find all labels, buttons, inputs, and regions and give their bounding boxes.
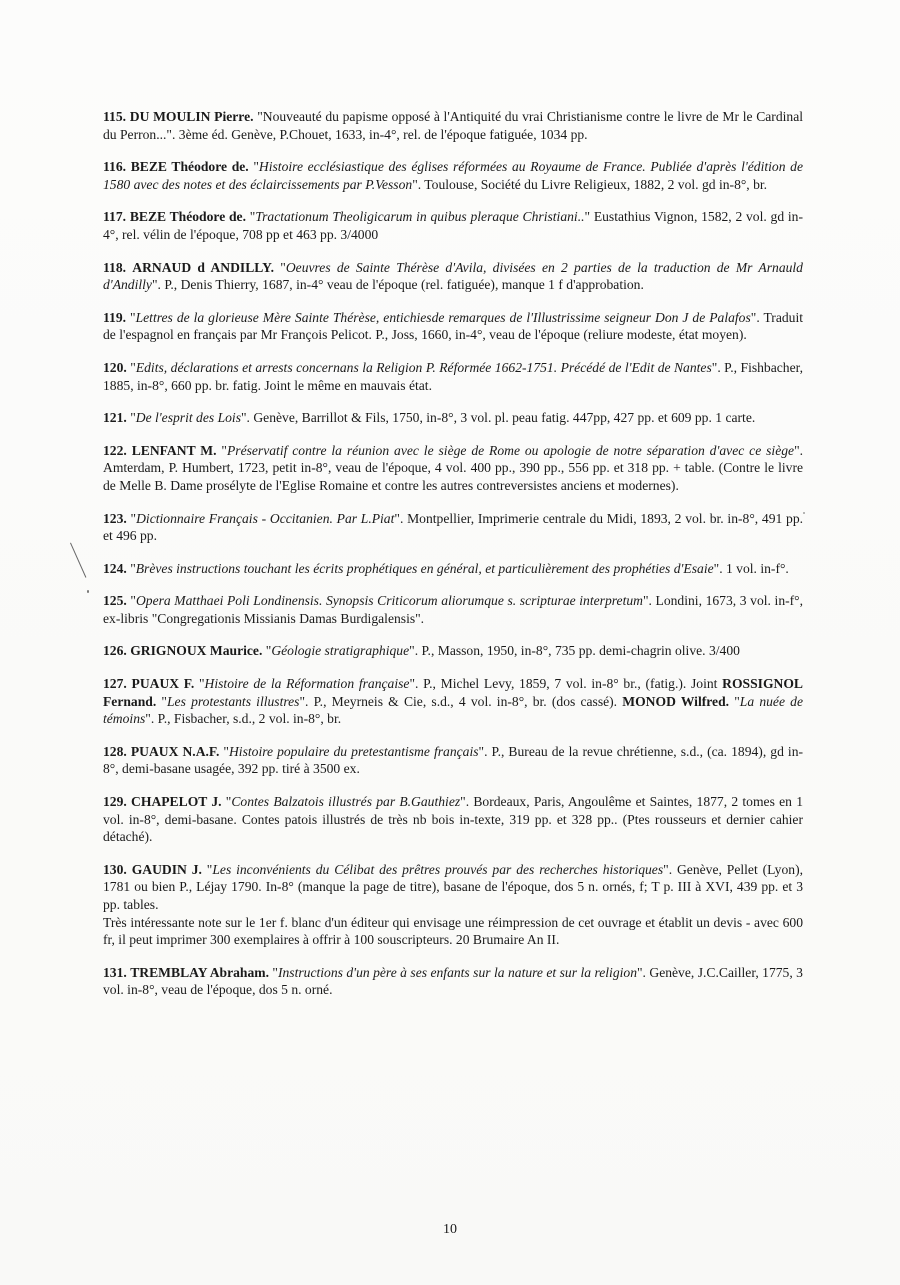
entry-text: " [221,794,232,810]
entry-text: ". Londini, 1673, 3 vol. in-f°, ex-libris "Congregationis Missianis Damas Burdigalensis". [103,593,804,626]
entry-author: GRIGNOUX Maurice. [130,643,263,659]
entry-text: ". Genève, J.C.Cailler, 1775, 3 vol. in-8°, veau de l'époque, dos 5 n. orné. [103,964,803,998]
catalogue-entries [103,108,803,1014]
entry-title: Les protestants illustres [167,693,300,709]
entry-text: " [245,209,256,225]
entry-text: ". Montpellier, Imprimerie centrale du Midi, 1893, 2 vol. br. in-8°, 491 pp. et 496 pp. [103,510,804,544]
entry-text: " [219,743,229,759]
entry-text: ". Amterdam, P. Humbert, 1723, petit in-8°, veau de l'époque, 4 vol. 400 pp., 390 pp., 556 pp. et 318 pp. + table. (Contre le livre de Melle B. Dame prosélyte de l'Eglise Romaine et contre les autres contreversistes anciens et modernes). [103,442,804,493]
entry-text: ". P., Fisbacher, s.d., 2 vol. in-8°, br. [145,711,342,727]
pen-dot [87,590,89,593]
entry-text: " [729,693,740,709]
entry-number: 123. [103,510,127,526]
entry-title: De l'esprit des Lois [135,410,241,426]
entry-text: ". P., Bureau de la revue chrétienne, s.d., (ca. 1894), gd in-8°, demi-basane usagée, 392 pp. tiré à 3500 ex. [103,743,804,777]
entry-text: Très intéressante note sur le 1er f. blanc d'un éditeur qui envisage une réimpression de cet ouvrage et établit un devis - avec 600 fr, il peut imprimer 300 exemplaires à offrir à 100 souscripteurs. 20 Brumaire An II. [103,914,803,948]
entry-text: " [126,359,136,375]
catalogue-entry [103,675,803,728]
entry-text: " [262,643,272,659]
entry-number: 130. [103,861,127,877]
entry-text: ". P., Meyrneis & Cie, s.d., 4 vol. in-8°, br. (dos cassé). [299,693,623,709]
entry-author: PUAUX N.A.F. [130,743,220,759]
entry-text: ". Toulouse, Société du Livre Religieux, 1882, 2 vol. gd in-8°, br. [412,176,768,192]
entry-number: 115. [103,109,127,124]
catalogue-entry [103,510,803,545]
page-number: 10 [443,1222,457,1237]
entry-text: ". Bordeaux, Paris, Angoulême et Saintes, 1877, 2 tomes en 1 vol. in-8°, demi-basane. Contes patois illustrés de très nb bois in-texte, 319 pp. et 328 pp.. (Ptes rousseurs et dernier cahier détaché). [103,794,803,845]
entry-title: Les inconvénients du Célibat des prêtres prouvés par des recherches historiques [212,861,664,877]
entry-title: La nuée de témoins [103,693,804,727]
catalogue-entry [103,560,803,578]
entry-author: BEZE Théodore de. [129,209,246,225]
entry-author: DU MOULIN Pierre. [129,109,254,124]
entry-title: Lettres de la glorieuse Mère Sainte Thérèse, entichiesde remarques de l'Illustrissime seigneur Don J de Palafos [135,309,751,325]
catalogue-entry [103,158,803,193]
entry-text: " [216,442,227,458]
entry-text: ". Genève, Barrillot & Fils, 1750, in-8°, 3 vol. pl. peau fatig. 447pp, 427 pp. et 609 pp. 1 carte. [241,410,756,426]
entry-title: Edits, déclarations et arrests concernans la Religion P. Réformée 1662-1751. Précédé de l'Edit de Nantes [135,359,712,375]
entry-author: GAUDIN J. [131,861,202,877]
entry-title: Histoire populaire du pretestantisme français [228,743,479,759]
entry-author: ROSSIGNOL Fernand. [103,676,803,709]
entry-text: " [126,510,137,526]
entry-author: BEZE Théodore de. [130,159,249,175]
entry-number: 125. [103,593,127,609]
entry-title: Géologie stratigraphique [271,643,410,659]
entry-number: 120. [103,359,127,375]
entry-text: " [126,309,136,325]
entry-text: ". Traduit de l'espagnol en français par Mr François Pelicot. P., Joss, 1660, in-4°, veau de l'époque (reliure modeste, état moyen). [103,309,803,343]
entry-author: LENFANT M. [131,442,217,458]
entry-text: ". P., Fishbacher, 1885, in-8°, 660 pp. br. fatig. Joint le même en mauvais état. [103,359,804,393]
entry-author: TREMBLAY Abraham. [130,964,269,980]
entry-author: CHAPELOT J. [131,794,222,810]
entry-title: Contes Balzatois illustrés par B.Gauthiez [231,794,461,810]
entry-number: 122. [103,442,127,458]
catalogue-entry [103,108,803,143]
pen-mark [70,542,87,577]
entry-title: Instructions d'un père à ses enfants sur la nature et sur la religion [277,964,637,980]
entry-title: Opera Matthaei Poli Londinensis. Synopsis Criticorum aliorumque s. scripturae interpretum [135,593,643,609]
entry-text: " [248,159,259,175]
entry-number: 124. [103,560,127,576]
entry-title: Oeuvres de Sainte Thérèse d'Avila, divisées en 2 parties de la traduction de Mr Arnauld d'Andilly [103,259,803,293]
entry-number: 121. [103,410,127,426]
entry-number: 128. [103,743,127,759]
entry-number: 131. [103,964,127,980]
entry-text: ". P., Michel Levy, 1859, 7 vol. in-8° br., (fatig.). Joint [409,676,723,692]
entry-number: 119. [103,309,127,325]
catalogue-entry [103,208,803,243]
entry-text: " [194,676,205,692]
catalogue-entry [103,964,803,999]
entry-title: Dictionnaire Français - Occitanien. Par L.Piat [136,510,395,526]
catalogue-entry [103,359,803,394]
entry-number: 117. [103,209,127,225]
entry-text: " [269,964,278,980]
entry-number: 129. [103,794,127,810]
catalogue-entry [103,592,803,627]
entry-text: " [201,861,213,877]
catalogue-entry [103,642,803,660]
entry-title: Tractationum Theoligicarum in quibus pleraque Christiani.. [255,209,585,225]
entry-text: " [126,560,136,576]
entry-text: " [126,410,136,426]
speck [803,512,805,514]
catalogue-entry [103,743,803,778]
entry-text: ". 1 vol. in-f°. [713,560,789,576]
entry-number: 118. [103,259,127,275]
entry-number: 127. [103,676,127,692]
catalogue-entry [103,409,803,427]
catalogue-entry [103,793,803,846]
entry-title: Brèves instructions touchant les écrits prophétiques en général, et particulièrement des prophéties d'Esaie [135,560,714,576]
entry-author: ARNAUD d ANDILLY. [132,259,275,275]
entry-title: Histoire de la Réformation française [204,676,410,692]
entry-title: Histoire ecclésiastique des églises réformées au Royaume de France. Publiée d'après l'édition de 1580 avec des notes et des éclaircissements par P.Vesson [103,159,804,192]
entry-text: " [126,593,136,609]
catalogue-entry [103,442,803,495]
entry-author: MONOD Wilfred. [622,693,730,709]
entry-text: " [274,259,286,275]
entry-author: PUAUX F. [131,676,195,692]
entry-text: "Nouveauté du papisme opposé à l'Antiquité du vrai Christianisme contre le livre de Mr le Cardinal du Perron...". 3ème éd. Genève, P.Chouet, 1633, in-4°, rel. de l'époque fatiguée, 1034 pp. [103,109,804,142]
entry-text: " Eustathius Vignon, 1582, 2 vol. gd in-4°, rel. vélin de l'époque, 708 pp et 463 pp. 3/4000 [103,209,803,242]
catalogue-entry [103,861,803,949]
entry-text: ". Genève, Pellet (Lyon), 1781 ou bien P., Léjay 1790. In-8° (manque la page de titre), basane de l'époque, dos 5 n. ornés, f; T p. III à XVI, 439 pp. et 3 pp. tables. [103,861,804,912]
catalogue-entry [103,309,803,344]
entry-text: " [156,693,167,709]
entry-title: Préservatif contre la réunion avec le siège de Rome ou apologie de notre séparation d'avec ce siège [226,442,795,458]
entry-number: 126. [103,643,127,659]
entry-number: 116. [103,159,127,175]
entry-text: ". P., Denis Thierry, 1687, in-4° veau de l'époque (rel. fatiguée), manque 1 f d'approbation. [151,277,644,293]
entry-text: ". P., Masson, 1950, in-8°, 735 pp. demi-chagrin olive. 3/400 [409,643,740,659]
catalogue-entry [103,259,803,294]
